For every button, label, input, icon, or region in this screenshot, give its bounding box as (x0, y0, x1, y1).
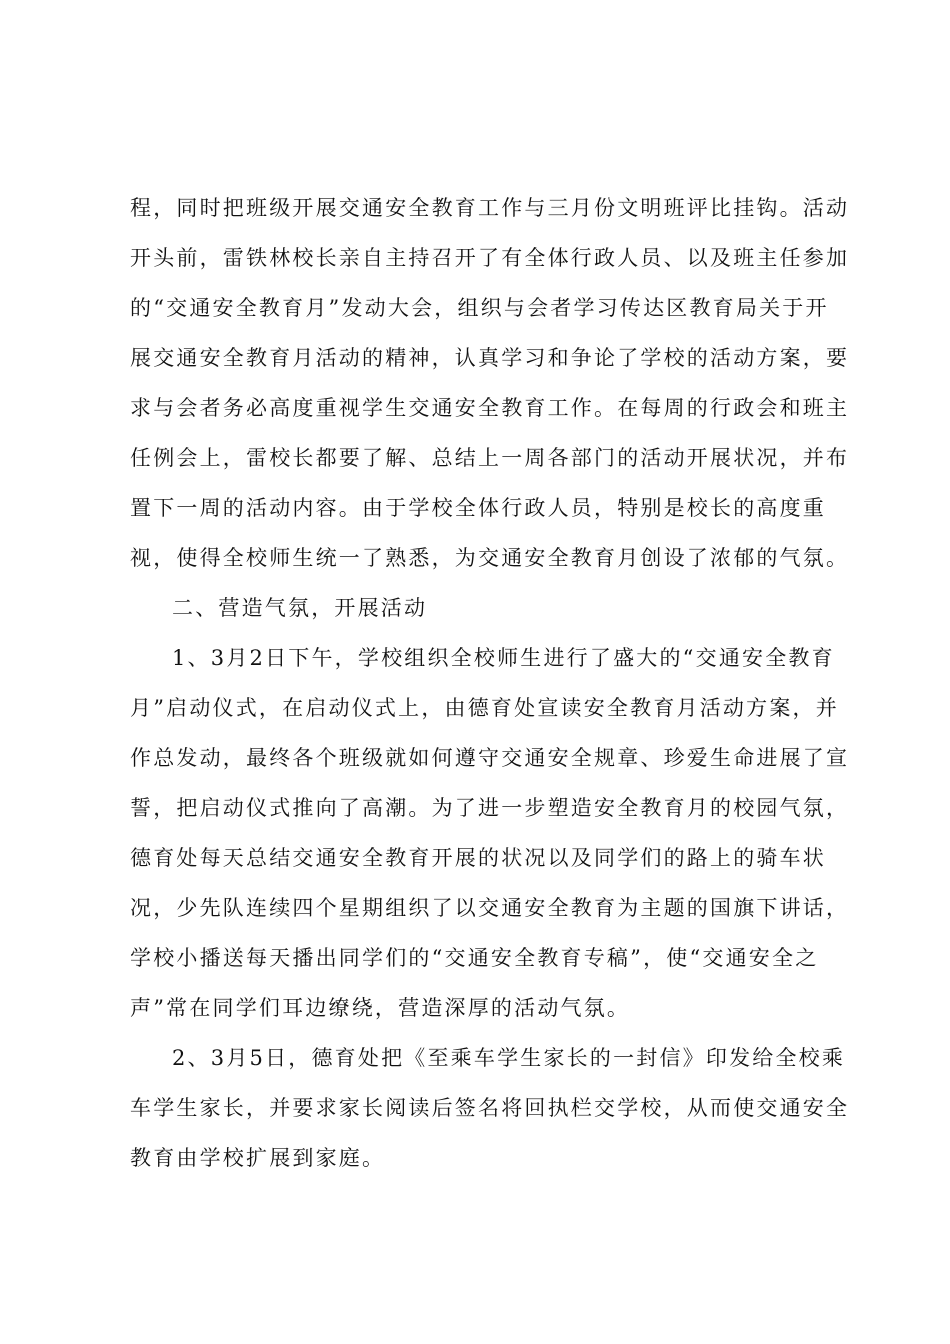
paragraph-line: 求与会者务必高度重视学生交通安全教育工作。在每周的行政会和班主 (130, 396, 850, 420)
paragraph-line: 的“交通安全教育月”发动大会，组织与会者学习传达区教育局关于开 (130, 296, 829, 320)
paragraph-line: 任例会上，雷校长都要了解、总结上一周各部门的活动开展状况，并布 (130, 446, 850, 470)
section-heading: 二、营造气氛，开展活动 (172, 596, 428, 620)
paragraph-line: 教育由学校扩展到家庭。 (130, 1146, 386, 1170)
paragraph-line: 开头前，雷铁林校长亲自主持召开了有全体行政人员、以及班主任参加 (130, 246, 850, 270)
paragraph-line: 月”启动仪式，在启动仪式上，由德育处宣读安全教育月活动方案，并 (130, 696, 839, 720)
paragraph-line: 2、3月5日，德育处把《至乘车学生家长的一封信》印发给全校乘 (172, 1046, 846, 1070)
paragraph-line: 学校小播送每天播出同学们的“交通安全教育专稿”，使“交通安全之 (130, 946, 819, 970)
paragraph-line: 视，使得全校师生统一了熟悉，为交通安全教育月创设了浓郁的气氛。 (130, 546, 850, 570)
paragraph-line: 声”常在同学们耳边缭绕，营造深厚的活动气氛。 (130, 996, 631, 1020)
paragraph-line: 车学生家长，并要求家长阅读后签名将回执栏交学校，从而使交通安全 (130, 1096, 850, 1120)
paragraph-line: 况，少先队连续四个星期组织了以交通安全教育为主题的国旗下讲话， (130, 896, 850, 920)
paragraph-line: 作总发动，最终各个班级就如何遵守交通安全规章、珍爱生命进展了宣 (130, 746, 850, 770)
paragraph-line: 德育处每天总结交通安全教育开展的状况以及同学们的路上的骑车状 (130, 846, 826, 870)
paragraph-line: 程，同时把班级开展交通安全教育工作与三月份文明班评比挂钩。活动 (130, 196, 850, 220)
paragraph-line: 置下一周的活动内容。由于学校全体行政人员，特别是校长的高度重 (130, 496, 826, 520)
paragraph-line: 展交通安全教育月活动的精神，认真学习和争论了学校的活动方案，要 (130, 346, 850, 370)
paragraph-line: 誓，把启动仪式推向了高潮。为了进一步塑造安全教育月的校园气氛， (130, 796, 850, 820)
paragraph-line: 1、3月2日下午，学校组织全校师生进行了盛大的“交通安全教育 (172, 646, 835, 670)
